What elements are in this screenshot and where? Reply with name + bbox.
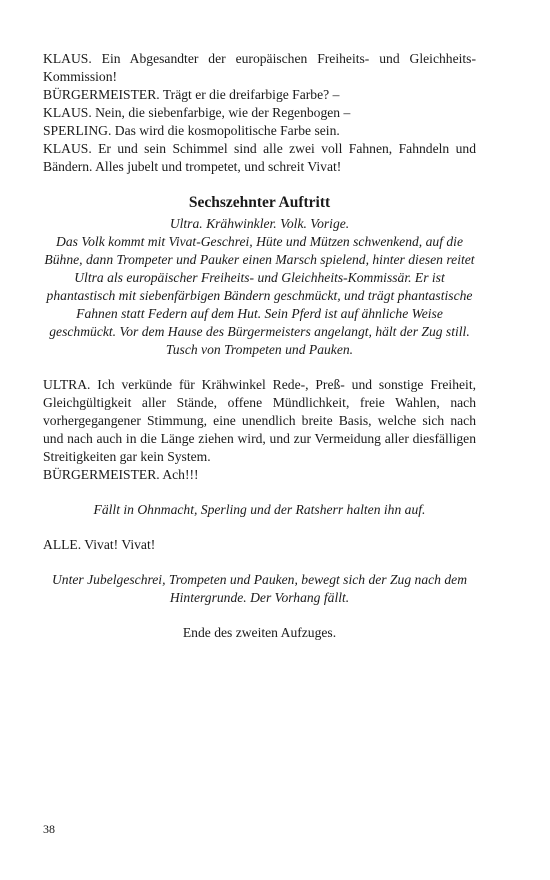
dialogue-alle: ALLE. Vivat! Vivat! [43, 537, 156, 552]
stage-direction-faint: Fällt in Ohnmacht, Sperling und der Ratsherr halten ihn auf. [93, 502, 426, 517]
act-end: Ende des zweiten Aufzuges. [182, 625, 337, 640]
dialogue-buergermeister-1: BÜRGERMEISTER. Trägt er die dreifarbige Farbe? – [43, 87, 340, 102]
scene-heading: Sechszehnter Auftritt [188, 194, 331, 211]
dialogue-ultra: ULTRA. Ich verkünde für Krähwinkel Rede-, Preß- und sonstige Freiheit, Gleichgültigkeit aller Stände, offene Mündlichkeit, freie Wahlen, nach vorhergegangener Stimmung, eine unendlich breite Basis, welche sich nach und nach auch in die Länge ziehen wird, und zur Vermeidung aller diesfälligen Streitigkeiten gar kein System. [43, 377, 476, 464]
dialogue-klaus-2: KLAUS. Nein, die siebenfarbige, wie der Regenbogen – [43, 105, 351, 120]
stage-direction-exit: Unter Jubelgeschrei, Trompeten und Pauken, bewegt sich der Zug nach dem Hintergrunde. Der Vorhang fällt. [51, 572, 468, 605]
dialogue-klaus-1: KLAUS. Ein Abgesandter der europäischen Freiheits- und Gleichheits-Kommission! [43, 51, 476, 84]
cast-line: Ultra. Krähwinkler. Volk. Vorige. [169, 216, 350, 231]
dialogue-klaus-3: KLAUS. Er und sein Schimmel sind alle zwei voll Fahnen, Fahndeln und Bändern. Alles jubelt und trompetet, und schreit Vivat! [43, 141, 476, 174]
stage-direction-entrance: Das Volk kommt mit Vivat-Geschrei, Hüte und Mützen schwenkend, auf die Bühne, dann Trompeter und Pauker einen Marsch spielend, hinter diesen reitet Ultra als europäischer Freiheits- und Gleichheits-Kommissär. Er ist phantastisch mit siebenfärbigen Bändern geschmückt, und trägt phantastische Fahnen statt Federn auf dem Hut. Sein Pferd ist auf ähnliche Weise geschmückt. Vor dem Hause des Bürgermeisters angelangt, hält der Zug still. Tusch von Trompeten und Pauken. [44, 234, 475, 357]
page-body [43, 50, 476, 642]
dialogue-sperling: SPERLING. Das wird die kosmopolitische Farbe sein. [43, 123, 340, 138]
page-number: 38 [43, 822, 55, 836]
dialogue-buergermeister-2: BÜRGERMEISTER. Ach!!! [43, 467, 199, 482]
